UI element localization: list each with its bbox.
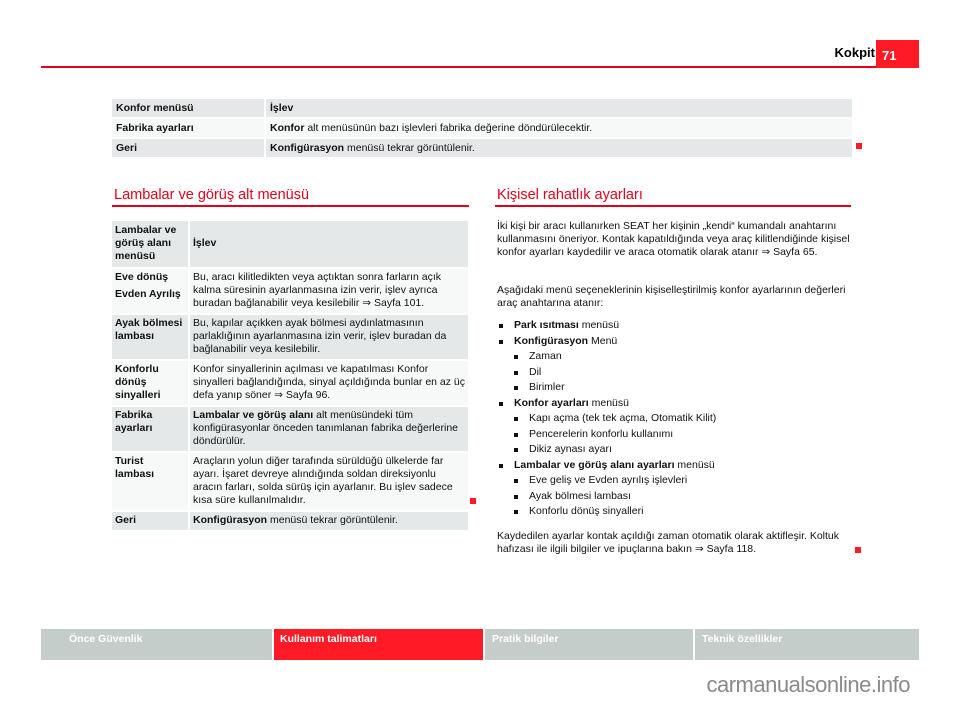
sub-list: [514, 473, 853, 520]
table-row: [112, 361, 468, 407]
bold-term: Konfor ayarları: [514, 396, 589, 409]
list-text: menüsü: [588, 396, 629, 409]
sub-list-item: Konforlu dönüş sinyalleri: [514, 504, 853, 520]
table-header-row: [112, 99, 852, 119]
footer-tab-practical-info[interactable]: Pratik bilgiler: [485, 629, 693, 660]
section-title-lamps: Lambalar ve görüş alt menüsü: [114, 187, 310, 203]
description: menüsü tekrar görüntülenir.: [267, 514, 398, 526]
function-cell: [264, 119, 852, 139]
menu-cell: Fabrika ayarları: [112, 119, 264, 139]
list-item: [499, 396, 853, 458]
lead-paragraph: Aşağıdaki menü seçeneklerinin kişiselleştirilmiş konfor ayarlarının değerleri araç anahtarına atanır:: [497, 284, 846, 309]
column-header: İşlev: [188, 221, 468, 269]
header-rule: [41, 66, 877, 68]
table-row: [112, 512, 468, 532]
chapter-title: Kokpit: [834, 45, 875, 60]
lamps-menu-table: [112, 221, 468, 532]
column-header: Konfor menüsü: [112, 99, 264, 119]
sub-list: [514, 411, 853, 458]
list-item: [499, 458, 853, 520]
watermark: carmanualsonline.info: [706, 672, 910, 697]
list-text: Menü: [588, 334, 618, 347]
bold-term: Park ısıtması: [514, 319, 579, 331]
table-row: [112, 269, 468, 315]
description: alt menüsündeki tüm konfigürasyonlar önceden tanımlanan fabrika değerlerine döndürülür.: [193, 409, 459, 447]
menu-cell: Konforlu dönüş sinyalleri: [112, 361, 188, 407]
bold-term: Konfor: [270, 122, 305, 134]
menu-cell: Geri: [112, 139, 264, 159]
menu-label: Evden Ayrılış: [115, 288, 181, 300]
bold-term: Konfigürasyon: [193, 514, 268, 526]
list-item: [499, 334, 853, 396]
menu-cell: Ayak bölmesi lambası: [112, 315, 188, 361]
list-text: menüsü: [674, 458, 715, 471]
table-row: [112, 119, 852, 139]
section-title-personal-comfort: Kişisel rahatlık ayarları: [497, 187, 643, 203]
end-of-section-marker: [856, 143, 862, 149]
sub-list-item: Dikiz aynası ayarı: [514, 442, 853, 458]
end-of-section-marker: [855, 547, 861, 553]
sub-list-item: Zaman: [514, 349, 853, 365]
sub-list-item: Eve geliş ve Evden ayrılış işlevleri: [514, 473, 853, 489]
function-cell: Konfor sinyallerinin açılması ve kapatılması Konfor sinyalleri bağlandığında, sinyal açıldığında bunlar en az üç defa yanıp söner ⇒ Sayfa 96.: [188, 361, 468, 407]
section-rule: [112, 205, 469, 207]
sub-list-item: Ayak bölmesi lambası: [514, 489, 853, 505]
page-number: 71: [876, 40, 919, 68]
menu-cell: Turist lambası: [112, 453, 188, 512]
sub-list: [514, 349, 853, 396]
list-item: [499, 318, 853, 334]
intro-paragraph: İki kişi bir aracı kullanırken SEAT her kişinin „kendi“ kumandalı anahtarını kullanmasını öneriyor. Kontak kapatıldığında veya araç kilitlendiğinde kişisel konfor ayarları kaydedilir ve araca otomatik olarak atanır ⇒ Sayfa 65.: [497, 220, 850, 258]
menu-cell: Geri: [112, 512, 188, 532]
section-rule: [495, 205, 851, 207]
settings-list: [499, 318, 853, 520]
table-row: [112, 139, 852, 159]
bold-term: Lambalar ve görüş alanı ayarları: [514, 458, 675, 471]
konfor-menu-table: [112, 99, 852, 159]
function-cell: Bu, aracı kilitledikten veya açtıktan sonra farların açık kalma süresinin ayarlanmasına izin verir, işlev ayrıca buradan bağlanabilir veya kesilebilir ⇒ Sayfa 101.: [188, 269, 468, 315]
bold-term: Konfigürasyon: [514, 334, 589, 347]
footer-tab-technical-specs[interactable]: Teknik özellikler: [695, 629, 919, 660]
function-cell: Bu, kapılar açıkken ayak bölmesi aydınlatmasının parlaklığının ayarlanmasına izin verir, işlev buradan da bağlanabilir veya kesilebilir.: [188, 315, 468, 361]
description: alt menüsünün bazı işlevleri fabrika değerine döndürülecektir.: [304, 122, 593, 134]
sub-list-item: Kapı açma (tek tek açma, Otomatik Kilit): [514, 411, 853, 427]
function-cell: [188, 407, 468, 453]
table-row: [112, 407, 468, 453]
menu-label: Eve dönüş: [115, 271, 169, 283]
menu-cell: Fabrika ayarları: [112, 407, 188, 453]
column-header: İşlev: [264, 99, 852, 119]
function-cell: [264, 139, 852, 159]
description: menüsü tekrar görüntülenir.: [344, 142, 475, 154]
sub-list-item: Pencerelerin konforlu kullanımı: [514, 427, 853, 443]
end-of-section-marker: [470, 498, 476, 504]
sub-list-item: Dil: [514, 365, 853, 381]
bold-term: Lambalar ve görüş alanı: [193, 409, 314, 421]
column-header: Lambalar ve görüş alanı menüsü: [112, 221, 188, 269]
list-text: menüsü: [578, 319, 620, 331]
footer-tab-operating-instructions[interactable]: Kullanım talimatları: [274, 629, 483, 660]
table-header-row: [112, 221, 468, 269]
bold-term: Konfigürasyon: [270, 142, 345, 154]
table-row: [112, 315, 468, 361]
footer-tab-safety[interactable]: Önce Güvenlik: [41, 629, 272, 660]
function-cell: [188, 512, 468, 532]
function-cell: Araçların yolun diğer tarafında sürüldüğü ülkelerde far ayarı. İşaret devreye alındığında soldan direksiyonlu aracın farları, solda sürüş için ayarlanır. Bu işlev sadece kısa süre kullanılmalıdır.: [188, 453, 468, 512]
table-row: [112, 453, 468, 512]
outro-paragraph: Kaydedilen ayarlar kontak açıldığı zaman otomatik olarak aktifleşir. Koltuk hafızası ile ilgili bilgiler ve ipuçlarına bakın ⇒ Sayfa 118.: [497, 530, 840, 555]
menu-cell: [112, 269, 188, 315]
sub-list-item: Birimler: [514, 380, 853, 396]
